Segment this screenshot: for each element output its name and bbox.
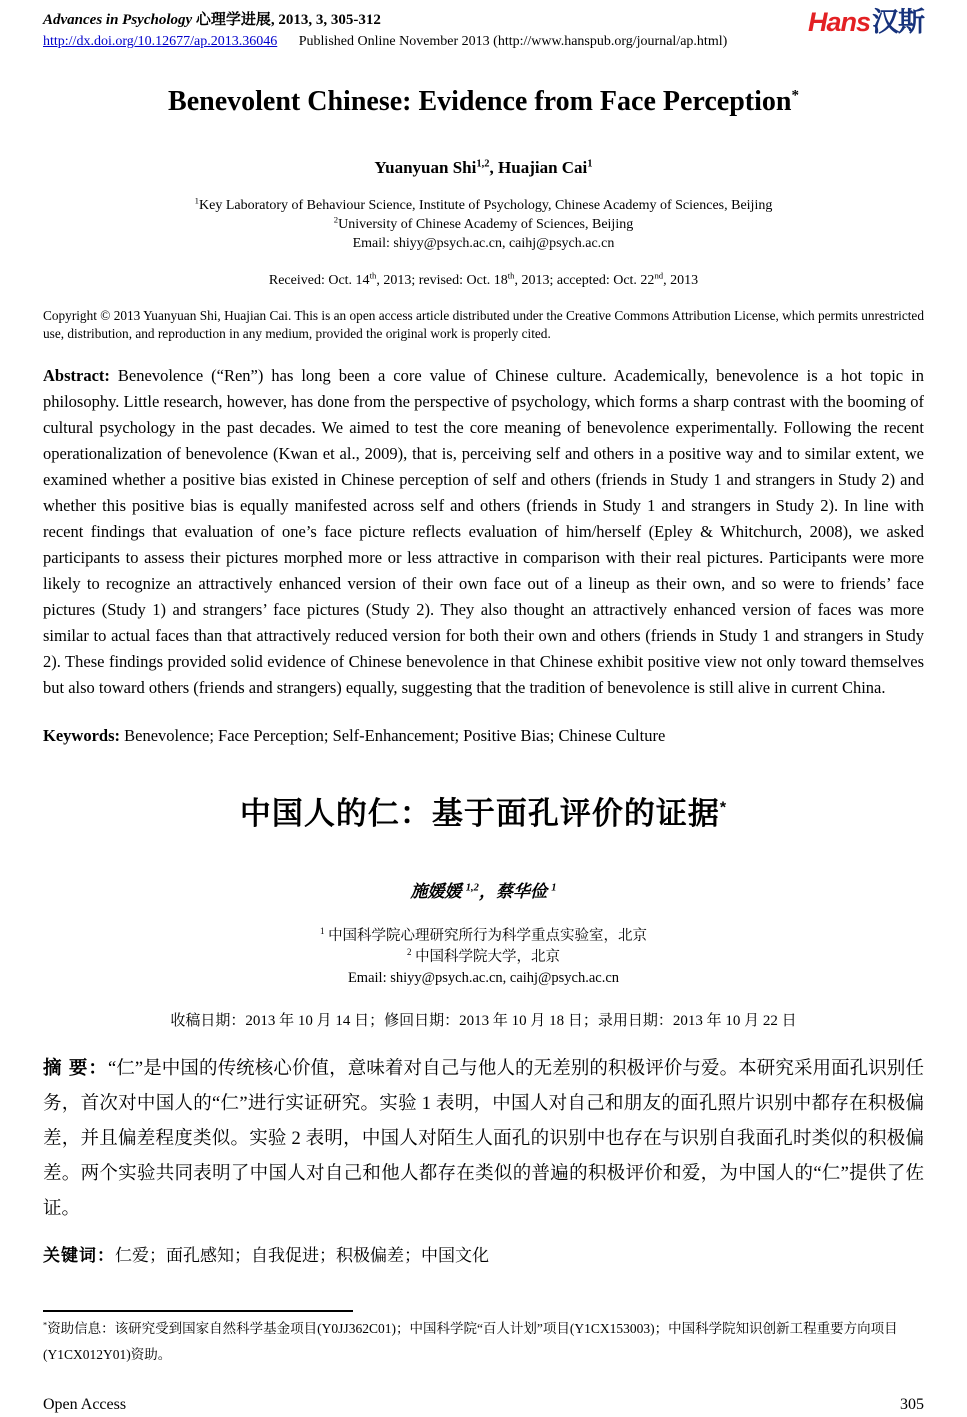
received-part-2: , 2013; revised: Oct. 18 bbox=[376, 273, 508, 288]
authors-line bbox=[43, 158, 924, 178]
journal-title-en: Advances in Psychology bbox=[43, 12, 193, 28]
zh-affiliation-2-text: 中国科学院大学，北京 bbox=[411, 949, 561, 965]
affiliation-2 bbox=[43, 215, 924, 234]
received-part-4: , 2013 bbox=[663, 273, 699, 288]
zh-email-line: Email: shiyy@psych.ac.cn, caihj@psych.ac.cn bbox=[347, 970, 620, 986]
header-left bbox=[43, 8, 727, 50]
zh-abstract-text: “仁”是中国的传统核心价值，意味着对自己与他人的无差别的积极评价与爱。本研究采用面孔识别任务，首次对中国人的“仁”进行实证研究。实验 1 表明，中国人对自己和朋友的面孔照片识别中都存在积极偏差，并且偏差程度类似。实验 2 表明，中国人对陌生人面孔的识别中也存在与识别自我面孔时类似的积极偏差。两个实验共同表明了中国人对自己和他人都存在类似的普遍的积极评价和爱，为中国人的“仁”提供了佐证。 bbox=[43, 1059, 924, 1219]
footnote-asterisk: * bbox=[43, 1320, 48, 1330]
affiliations-block bbox=[43, 196, 924, 253]
keywords-text: Benevolence; Face Perception; Self-Enhancement; Positive Bias; Chinese Culture bbox=[120, 726, 666, 745]
footnote-body bbox=[43, 1316, 924, 1368]
page-number: 305 bbox=[900, 1396, 924, 1413]
abstract-text: Benevolence (“Ren”) has long been a core value of Chinese culture. Academically, benevolence is a hot topic in philosophy. Little research, however, has done from the perspective of psychology, which forms a sharp contrast with the booming of cultural psychology in the past decades. We aimed to test the core meaning of benevolence experimentally. Following the recent operationalization of benevolence (Kwan et al., 2009), that is, perceiving self and others in a positive way and to similar extent, we examined whether a positive bias existed in Chinese perception of self and others (friends in Study 1 and strangers in Study 2) and whether this positive bias is equally manifested across self and others (friends in Study 1 and strangers in Study 2). In line with recent findings that evaluation of one’s face picture reflects evaluation of him/herself (Epley & Whitchurch, 2008), we asked participants to assess their pictures morphed more or less attractive in comparison with their real pictures. Participants were more likely to recognize an attractively enhanced version of their own face out of a lineup as their own, and so were to friends’ face pictures (Study 1) and strangers’ face pictures (Study 2). They also thought an attractively enhanced version of faces was more similar to actual faces than that attractively reduced version for both their own and others (friends in Study 1 and strangers in Study 2). These findings provided solid evidence of Chinese benevolence in that Chinese exhibit positive view not only toward themselves but also toward others (friends and strangers) equally, suggesting that the tradition of benevolence is still alive in current China. bbox=[43, 366, 924, 697]
zh-affiliation-2-sup: 2 bbox=[406, 947, 412, 958]
zh-author-1-affil-sup: 1,2 bbox=[465, 882, 479, 894]
affiliation-1-text: Key Laboratory of Behaviour Science, Institute of Psychology, Chinese Academy of Sciences, Beijing bbox=[199, 198, 773, 213]
abstract-label: Abstract: bbox=[43, 366, 110, 385]
zh-affiliation-1-sup: 1 bbox=[319, 926, 325, 937]
page-header bbox=[43, 8, 924, 50]
zh-affiliation-1-text: 中国科学院心理研究所行为科学重点实验室，北京 bbox=[324, 928, 648, 944]
published-text: Published Online November 2013 (http://www.hanspub.org/journal/ap.html) bbox=[298, 34, 728, 49]
doi-link[interactable]: http://dx.doi.org/10.12677/ap.2013.36046 bbox=[43, 34, 278, 49]
zh-affiliation-2 bbox=[43, 947, 924, 968]
zh-keywords-line bbox=[43, 1241, 924, 1266]
zh-abstract-paragraph bbox=[43, 1050, 924, 1227]
zh-affiliation-1 bbox=[43, 926, 924, 947]
article-title bbox=[43, 86, 924, 118]
author-2-name: Huajian Cai bbox=[498, 158, 588, 177]
author-2-affil-sup: 1 bbox=[587, 158, 593, 170]
affiliation-2-text: University of Chinese Academy of Sciences, Beijing bbox=[338, 217, 634, 232]
authors-separator: , bbox=[489, 158, 499, 177]
keywords-label: Keywords: bbox=[43, 726, 120, 745]
affiliation-1-sup: 1 bbox=[194, 195, 199, 206]
zh-affiliations-block bbox=[43, 926, 924, 989]
zh-authors-separator: ，蔡华俭 bbox=[478, 882, 552, 901]
affiliation-1 bbox=[43, 196, 924, 215]
open-access-label: Open Access bbox=[43, 1396, 127, 1413]
funding-footnote bbox=[43, 1310, 924, 1368]
received-part-1: Received: Oct. 14 bbox=[268, 273, 370, 288]
page-footer bbox=[43, 1396, 924, 1414]
email-line: Email: shiyy@psych.ac.cn, caihj@psych.ac.cn bbox=[352, 236, 615, 251]
received-sup-3: nd bbox=[654, 270, 664, 281]
author-1-affil-sup: 1,2 bbox=[476, 158, 490, 170]
zh-abstract-label: 摘 要： bbox=[43, 1057, 109, 1078]
footnote-text: 资助信息：该研究受到国家自然科学基金项目(Y0JJ362C01)；中国科学院“百人计划”项目(Y1CX153003)；中国科学院知识创新工程重要方向项目(Y1CX012Y01)资助。 bbox=[43, 1321, 898, 1362]
affiliation-2-sup: 2 bbox=[333, 214, 339, 225]
copyright-notice: Copyright © 2013 Yuanyuan Shi, Huajian Cai. This is an open access article distributed under the Creative Commons Attribution License, which permits unrestricted use, distribution, and reproduction in any medium, provided the original work is properly cited. bbox=[43, 308, 924, 341]
zh-title-footnote-asterisk: * bbox=[719, 799, 728, 817]
hans-publisher-logo bbox=[808, 8, 924, 36]
zh-author-2-affil-sup: 1 bbox=[551, 882, 557, 894]
zh-article-title bbox=[43, 788, 924, 833]
zh-keywords-text: 仁爱；面孔感知；自我促进；积极偏差；中国文化 bbox=[115, 1246, 489, 1265]
footnote-divider bbox=[43, 1310, 353, 1312]
abstract-paragraph bbox=[43, 363, 924, 701]
journal-info-zh: 心理学进展, 2013, 3, 305-312 bbox=[195, 12, 381, 28]
hans-logo-text: Hans bbox=[807, 7, 870, 37]
doi-line bbox=[43, 34, 727, 50]
zh-keywords-label: 关键词： bbox=[43, 1246, 115, 1265]
received-part-3: , 2013; accepted: Oct. 22 bbox=[514, 273, 655, 288]
zh-dates-line: 收稿日期：2013 年 10 月 14 日；修回日期：2013 年 10 月 18 日；录用日期：2013 年 10 月 22 日 bbox=[170, 1013, 797, 1029]
zh-authors-line bbox=[43, 877, 924, 902]
title-footnote-asterisk: * bbox=[791, 87, 799, 104]
author-1-name: Yuanyuan Shi bbox=[374, 158, 477, 177]
zh-article-title-text: 中国人的仁：基于面孔评价的证据 bbox=[239, 796, 720, 831]
hans-logo-hanzi: 汉斯 bbox=[872, 7, 924, 37]
received-sup-2: th bbox=[507, 270, 515, 281]
keywords-line bbox=[43, 726, 924, 746]
received-line bbox=[43, 270, 924, 289]
received-sup-1: th bbox=[369, 270, 377, 281]
article-title-text: Benevolent Chinese: Evidence from Face Perception bbox=[168, 86, 792, 117]
journal-line bbox=[43, 8, 727, 29]
zh-author-1-name: 施媛媛 bbox=[410, 882, 466, 901]
